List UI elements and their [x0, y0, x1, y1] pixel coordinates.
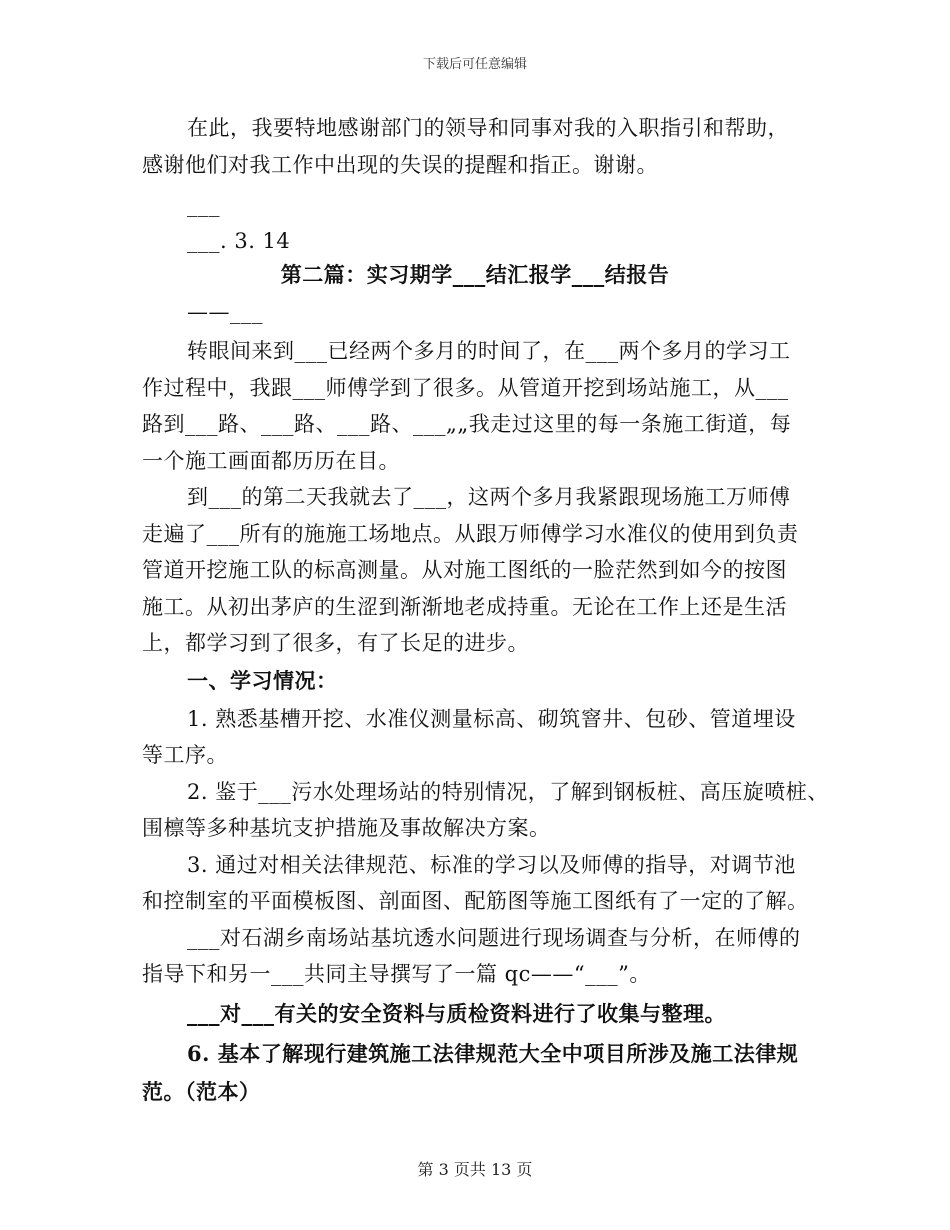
blank-line: ___ [187, 193, 220, 217]
list-item: 等工序。 [142, 743, 228, 767]
date-line: ___. 3. 14 [187, 229, 291, 253]
list-item: 3. 通过对相关法律规范、标准的学习以及师傅的指导，对调节池 [187, 853, 796, 877]
list-item: ___对___有关的安全资料与质检资料进行了收集与整理。 [187, 1001, 726, 1026]
paragraph-line: 走遍了___所有的施施工场地点。从跟万师傅学习水准仪的使用到负责 [142, 522, 799, 546]
paragraph-line: 到___的第二天我就去了___，这两个多月我紧跟现场施工万师傅 [187, 485, 791, 509]
paragraph-line: 管道开挖施工队的标高测量。从对施工图纸的一脸茫然到如今的按图 [142, 558, 787, 582]
paragraph-line: 感谢他们对我工作中出现的失误的提醒和指正。谢谢。 [142, 153, 658, 177]
page-header: 下载后可任意编辑 [422, 57, 527, 72]
list-item: 6. 基本了解现行建筑施工法律规范大全中项目所涉及施工法律规 [187, 1041, 799, 1066]
list-item: 指导下和另一___共同主导撰写了一篇 qc——“___”。 [142, 962, 651, 986]
list-item: 2. 鉴于___污水处理场站的特别情况，了解到钢板桩、高压旋喷桩、 [187, 780, 829, 804]
paragraph-line: 作过程中，我跟___师傅学到了很多。从管道开挖到场站施工，从___ [142, 376, 789, 400]
paragraph-line: 路到___路、___路、___路、___„„我走过这里的每一条施工街道，每 [142, 412, 792, 436]
blank-line: ——___ [187, 300, 263, 324]
list-item: 围檩等多种基坑支护措施及事故解决方案。 [142, 816, 551, 840]
list-item: ___对石湖乡南场站基坑透水问题进行现场调查与分析，在师傅的 [187, 926, 801, 950]
page-footer: 第 3 页共 13 页 [417, 1160, 533, 1179]
paragraph-line: 在此，我要特地感谢部门的领导和同事对我的入职指引和帮助， [187, 116, 789, 140]
paragraph-line: 上，都学习到了很多，有了长足的进步。 [142, 631, 529, 655]
subsection-heading: 一、学习情况： [187, 668, 338, 693]
paragraph-line: 一个施工画面都历历在目。 [142, 449, 400, 473]
list-item: 和控制室的平面模板图、剖面图、配筋图等施工图纸有了一定的了解。 [142, 889, 809, 913]
list-item: 范。（范本） [142, 1079, 261, 1104]
section-title: 第二篇：实习期学___结汇报学___结报告 [280, 262, 670, 287]
paragraph-line: 转眼间来到___已经两个多月的时间了，在___两个多月的学习工 [187, 339, 791, 363]
list-item: 1. 熟悉基槽开挖、水准仪测量标高、砌筑窨井、包砂、管道埋设 [187, 707, 796, 731]
paragraph-line: 施工。从初出茅庐的生涩到渐渐地老成持重。无论在工作上还是生活 [142, 595, 787, 619]
